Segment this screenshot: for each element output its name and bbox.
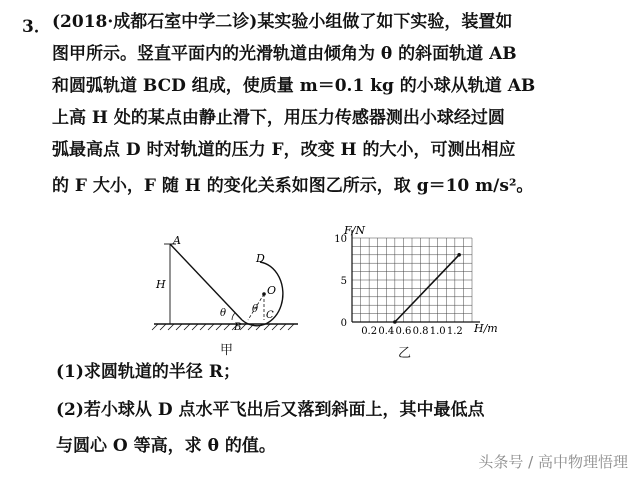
- x-axis-label: H/m: [474, 322, 498, 335]
- figure-a-diagram: [148, 232, 308, 350]
- question-line-2: 图甲所示。竖直平面内的光滑轨道由倾角为 θ 的斜面轨道 AB: [52, 44, 517, 64]
- label-o: O: [267, 284, 277, 297]
- question-number: 3．: [22, 17, 51, 37]
- question-line-6: 的 F 大小，F 随 H 的变化关系如图乙所示，取 g＝10 m/s²。: [52, 176, 534, 196]
- watermark: 头条号 / 高中物理悟理: [478, 453, 628, 471]
- question-line-5: 弧最高点 D 时对轨道的压力 F，改变 H 的大小，可测出相应: [52, 140, 516, 160]
- x-tick-label: 0.4: [378, 326, 395, 337]
- chart-axes: [352, 230, 480, 322]
- sub-question-1: (1)求圆轨道的半径 R；: [56, 362, 240, 382]
- y-axis-label: F/N: [344, 224, 365, 237]
- figure-a-caption: 甲: [220, 343, 234, 358]
- figure-b-chart: [318, 224, 508, 342]
- label-theta-2: θ: [252, 304, 259, 315]
- x-tick-label: 1.2: [446, 326, 463, 337]
- ground-hatching: [152, 324, 294, 330]
- x-tick-label: 0.2: [361, 326, 378, 337]
- question-line-3: 和圆弧轨道 BCD 组成，使质量 m＝0.1 kg 的小球从轨道 AB: [52, 76, 536, 96]
- x-tick-label: 0.8: [412, 326, 429, 337]
- sub-question-2-line-2: 与圆心 O 等高，求 θ 的值。: [56, 436, 276, 456]
- figure-b-caption: 乙: [398, 346, 412, 361]
- sub-question-2-line-1: (2)若小球从 D 点水平飞出后又落到斜面上，其中最低点: [56, 400, 485, 420]
- y-tick-label: 0: [340, 318, 347, 329]
- x-tick-label: 0.6: [395, 326, 412, 337]
- series-point: [457, 253, 461, 257]
- label-b: B: [234, 322, 242, 333]
- question-line-4: 上高 H 处的某点由静止滑下，用压力传感器测出小球经过圆: [52, 108, 505, 128]
- label-h: H: [156, 278, 166, 291]
- y-tick-label: 10: [334, 234, 347, 245]
- y-tick-label: 5: [340, 276, 347, 287]
- label-theta-1: θ: [220, 308, 227, 319]
- angle-arc: [232, 313, 235, 320]
- x-tick-label: 1.0: [429, 326, 446, 337]
- question-line-1: (2018·成都石室中学二诊)某实验小组做了如下实验，装置如: [52, 12, 513, 32]
- label-a: A: [173, 234, 181, 247]
- chart-grid: [352, 238, 472, 322]
- label-d: D: [256, 252, 265, 265]
- series-point: [393, 320, 397, 324]
- label-c: C: [266, 310, 274, 321]
- incline-ab: [170, 244, 242, 320]
